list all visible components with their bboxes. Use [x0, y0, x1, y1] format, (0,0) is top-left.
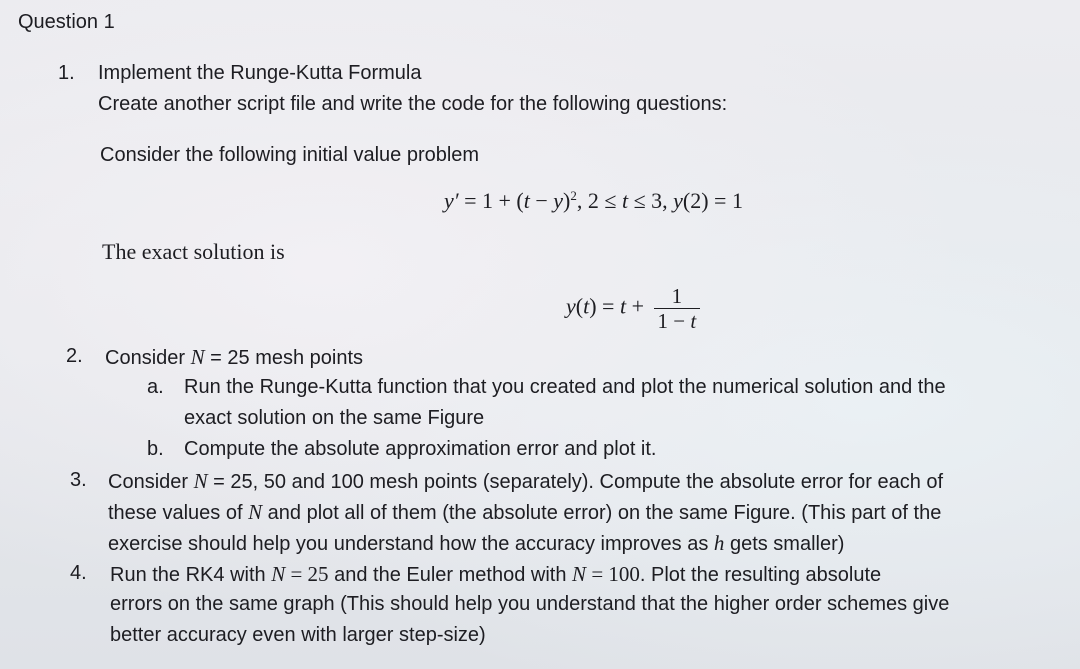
exact-plus: + — [626, 293, 650, 319]
ode-lhs: y′ — [444, 188, 459, 213]
ode-ic-rest: (2) = 1 — [682, 188, 743, 213]
item-4-N: N — [271, 562, 286, 586]
ode-range-post: ≤ 3, — [628, 188, 674, 213]
item-3-N2: N — [248, 500, 263, 524]
exact-fraction — [654, 284, 701, 333]
item-1-title: Implement the Runge-Kutta Formula — [98, 62, 422, 84]
item-3-line-1-pre: Consider — [108, 471, 194, 493]
item-3-line-3-pre: exercise should help you understand how the accuracy improves as — [108, 533, 714, 555]
exact-solution-label: The exact solution is — [102, 239, 285, 264]
item-1-instruction: Create another script file and write the code for the following questions: — [98, 93, 728, 115]
exact-lhs-t: t — [583, 293, 590, 319]
item-2a-marker: a. — [147, 376, 164, 398]
question-title: Question 1 — [18, 11, 115, 33]
item-4-number: 4. — [70, 562, 87, 584]
item-1-ivp-intro: Consider the following initial value problem — [100, 144, 480, 166]
item-3-line-2-pre: these values of — [108, 502, 249, 524]
item-3-line-1-post: = 25, 50 and 100 mesh points (separately). Compute the absolute error for each of — [207, 471, 944, 493]
item-3-N: N — [193, 469, 208, 493]
exact-lhs-close: ) = — [589, 293, 620, 319]
item-2-line — [105, 345, 363, 370]
item-4-line-1-e: . Plot the resulting absolute — [639, 564, 882, 586]
item-3-line-2-post: and plot all of them (the absolute error) on the same Figure. (This part of the — [262, 502, 942, 524]
item-4-line-1 — [110, 562, 881, 587]
exact-solution-equation — [566, 284, 700, 333]
item-2-post: = 25 mesh points — [204, 347, 364, 369]
item-2b-line: Compute the absolute approximation error and plot it. — [184, 438, 657, 460]
item-4-line-1-b: = 25 — [285, 562, 329, 586]
ode-t: t — [523, 188, 530, 213]
item-4-line-1-a: Run the RK4 with — [110, 564, 272, 586]
item-3-number: 3. — [70, 469, 87, 491]
item-4-line-1-c: and the Euler method with — [328, 564, 573, 586]
fraction-denominator — [654, 309, 701, 333]
item-2a-line-1: Run the Runge-Kutta function that you created and plot the numerical solution and the — [184, 376, 946, 398]
item-3-line-3 — [108, 531, 844, 556]
denominator-t: t — [690, 309, 697, 333]
exact-lhs-y: y — [566, 293, 576, 319]
ode-equation — [444, 188, 743, 214]
item-3-line-2 — [108, 500, 941, 525]
exact-lhs-open: ( — [575, 293, 584, 319]
ode-y: y — [553, 188, 564, 213]
ode-close: ) — [563, 188, 571, 213]
item-4-line-2: errors on the same graph (This should help you understand that the higher order schemes give — [110, 593, 950, 615]
item-2-number: 2. — [66, 345, 83, 367]
item-2-N: N — [190, 345, 205, 369]
item-3-line-1 — [108, 469, 943, 494]
fraction-numerator: 1 — [671, 284, 683, 308]
item-4-N2: N — [572, 562, 587, 586]
denominator-one: 1 − — [657, 309, 691, 333]
ode-range-pre: , 2 ≤ — [576, 188, 622, 213]
item-2-pre: Consider — [105, 347, 191, 369]
ode-exponent: 2 — [570, 188, 577, 203]
ode-eq: = 1 + ( — [458, 188, 524, 213]
ode-minus: − — [529, 188, 554, 213]
item-4-line-1-d: = 100 — [586, 562, 640, 586]
item-3-line-3-post: gets smaller) — [724, 533, 845, 555]
item-4-line-3: better accuracy even with larger step-size) — [110, 624, 486, 646]
item-2b-marker: b. — [147, 438, 164, 460]
item-2a-line-2: exact solution on the same Figure — [184, 407, 485, 429]
ode-range-t: t — [621, 188, 629, 213]
item-1-number: 1. — [58, 62, 75, 84]
ode-ic-y: y — [673, 188, 683, 213]
exact-t: t — [619, 293, 627, 319]
item-3-h: h — [713, 531, 725, 555]
